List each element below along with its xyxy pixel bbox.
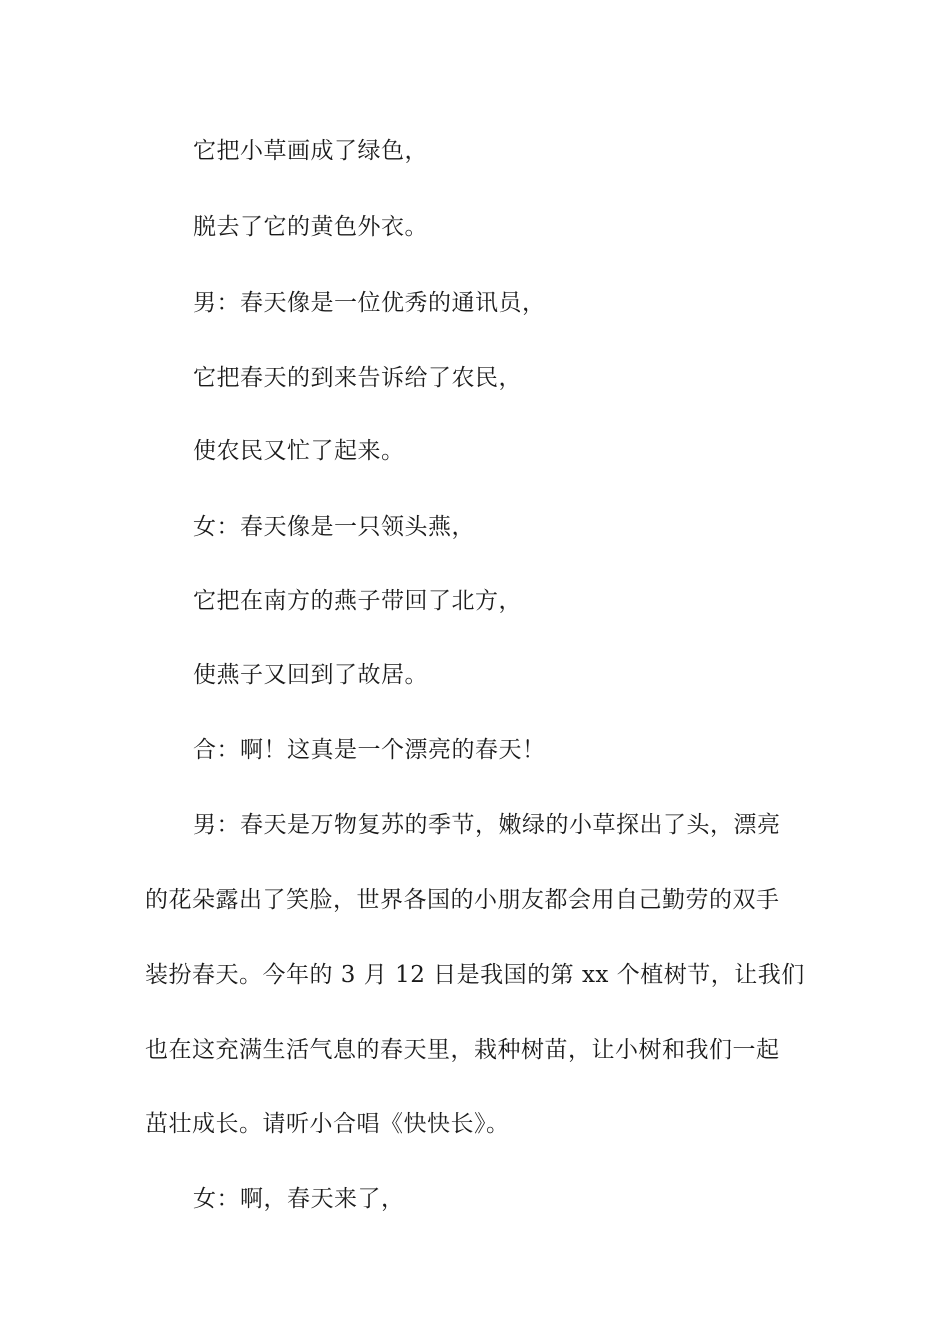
text-line: 使燕子又回到了故居。	[193, 662, 428, 688]
text-line: 它把在南方的燕子带回了北方，	[193, 588, 522, 614]
text-line: 茁壮成长。请听小合唱《快快长》。	[145, 1111, 510, 1137]
text-line: 男：春天是万物复苏的季节，嫩绿的小草探出了头，漂亮	[193, 812, 781, 838]
text-line: 它把小草画成了绿色，	[193, 138, 428, 164]
text-line: 女：春天像是一只领头燕，	[193, 514, 475, 540]
text-line: 它把春天的到来告诉给了农民，	[193, 365, 522, 391]
text-line: 合：啊！这真是一个漂亮的春天！	[193, 737, 546, 763]
text-line: 装扮春天。今年的 3 月 12 日是我国的第 xx 个植树节，让我们	[145, 962, 805, 988]
text-line: 脱去了它的黄色外衣。	[193, 214, 428, 240]
text-line: 男：春天像是一位优秀的通讯员，	[193, 290, 546, 316]
text-line: 女：啊，春天来了，	[193, 1186, 405, 1212]
text-line: 也在这充满生活气息的春天里，栽种树苗，让小树和我们一起	[145, 1037, 780, 1063]
text-line: 使农民又忙了起来。	[193, 438, 405, 464]
text-line: 的花朵露出了笑脸，世界各国的小朋友都会用自己勤劳的双手	[145, 887, 780, 913]
